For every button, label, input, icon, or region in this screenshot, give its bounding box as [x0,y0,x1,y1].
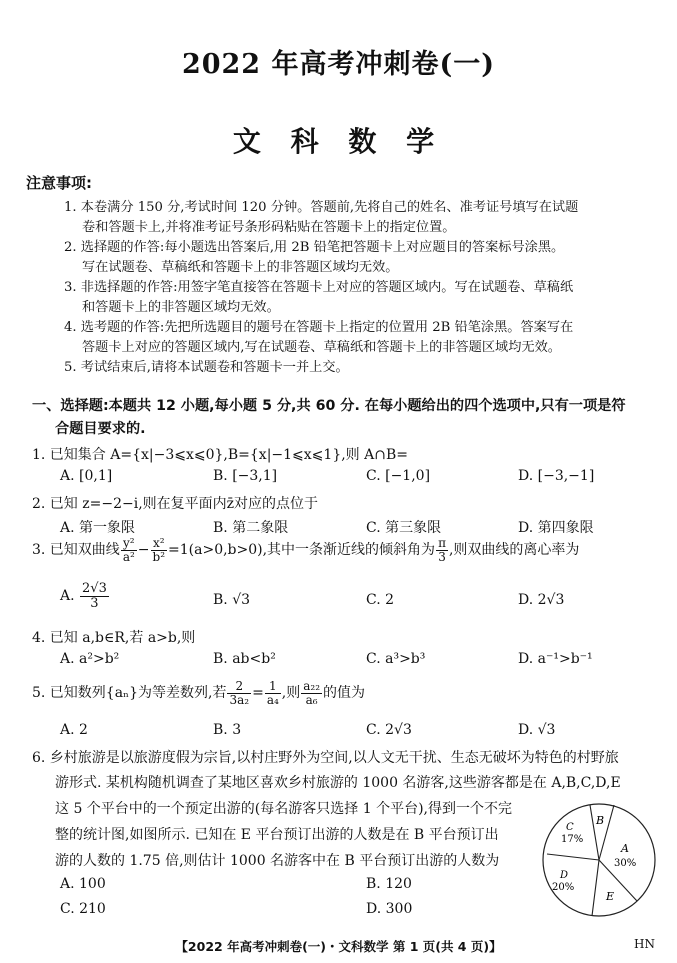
subject-title: 文 科 数 学 [232,125,445,158]
note-line: 5. 考试结束后,请将本试题卷和答题卡一并上交。 [64,360,349,375]
question-2-option-d: D. 第四象限 [518,520,594,536]
fraction: $\frac{\pi}{3}$ [438,536,446,564]
pie-chart [536,800,666,920]
slice-label-d: D [560,870,569,881]
question-3-option-a: A. $\frac{2√3}{3}$ [60,581,107,611]
fraction: $\frac{1}{\text{a₄}}$ [266,679,279,707]
question-5-option-a: A. 2 [60,722,88,738]
slice-label-e: E [606,890,615,903]
fraction: $\frac{\text{x²}}{\text{b²}}$ [152,536,166,564]
page-footer: 【2022 年高考冲刺卷(一)・文科数学 第 1 页(共 4 页)】 [175,939,502,954]
note-line: 卷和答题卡上,并将准考证号条形码粘贴在答题卡上的指定位置。 [82,220,456,235]
question-6-line: 整的统计图,如图所示. 已知在 E 平台预订出游的人数是在 B 平台预订出 [55,827,499,843]
notes-heading: 注意事项: [26,174,92,192]
question-3-option-b: B. √3 [213,592,251,608]
note-line: 和答题卡上的非答题区域均无效。 [82,300,280,315]
question-4-option-c: C. a³>b³ [366,651,426,667]
slice-label-c: C [566,822,574,833]
note-line: 写在试题卷、草稿纸和答题卡上的非答题区域均无效。 [82,260,399,275]
question-3-stem: 3. 已知双曲线 $\frac{\text{y²}}{\text{a²}}$ − $\frac{\text{x²}}{\text{b²}}$ =1(a>0,b>0),其中一条渐近线的倾斜角为 $\frac{\pi}{3}$ ,则双曲线的离心率为 [32,536,580,564]
region-code: HN [634,937,655,951]
question-1-option-a: A. [0,1] [60,468,113,484]
question-6-line: 游的人数的 1.75 倍,则估计 1000 名游客中在 B 平台预订出游的人数为 [55,853,500,869]
question-4-option-b: B. ab<b² [213,651,276,667]
section-heading: 一、选择题:本题共 12 小题,每小题 5 分,共 60 分. 在每小题给出的四个选项中,只有一项是符 [32,398,626,414]
note-line: 1. 本卷满分 150 分,考试时间 120 分钟。答题前,先将自己的姓名、准考证号填写在试题 [64,200,579,215]
pie-divider-d-e [592,860,599,916]
fraction: $\frac{2}{\text{3a₂}}$ [229,679,250,707]
question-4-option-a: A. a²>b² [60,651,120,667]
question-1-option-b: B. [−3,1] [213,468,278,484]
question-4-option-d: D. a⁻¹>b⁻¹ [518,651,593,667]
question-1-stem: 1. 已知集合 A={x|−3⩽x⩽0},B={x|−1⩽x⩽1},则 A∩B= [32,447,408,463]
question-3-option-c: C. 2 [366,592,395,608]
question-6-option-d: D. 300 [366,901,413,917]
page-title: 2022 年高考冲刺卷(一) [181,49,496,80]
question-5-option-d: D. √3 [518,722,556,738]
slice-pct-d: 20% [552,882,575,893]
question-5-option-c: C. 2√3 [366,722,412,738]
note-line: 2. 选择题的作答:每小题选出答案后,用 2B 铅笔把答题卡上对应题目的答案标号涂黑。 [64,240,565,255]
question-1-option-d: D. [−3,−1] [518,468,595,484]
question-5-option-b: B. 3 [213,722,242,738]
section-heading-cont: 合题目要求的. [55,421,146,437]
question-6-option-b: B. 120 [366,876,412,892]
fraction: $\frac{\text{y²}}{\text{a²}}$ [122,536,135,564]
question-1-option-c: C. [−1,0] [366,468,431,484]
slice-label-a: A [621,842,629,855]
question-5-stem: 5. 已知数列{aₙ}为等差数列,若 $\frac{2}{\text{3a₂}}$ = $\frac{1}{\text{a₄}}$ ,则 $\frac{\text{a₂₂}}{\text{a₆}}$ 的值为 [32,679,366,707]
slice-pct-c: 17% [561,834,584,845]
question-2-option-b: B. 第二象限 [213,520,289,536]
question-6-line: 这 5 个平台中的一个预定出游的(每名游客只选择 1 个平台),得到一个不完 [55,801,512,817]
pie-divider-c-d [547,854,599,860]
question-6-option-a: A. 100 [60,876,106,892]
question-3-option-d: D. 2√3 [518,592,565,608]
slice-pct-a: 30% [614,858,637,869]
question-6-line: 游形式. 某机构随机调查了某地区喜欢乡村旅游的 1000 名游客,这些游客都是在 A,B,C,D,E [55,775,621,791]
question-2-option-c: C. 第三象限 [366,520,442,536]
note-line: 4. 选考题的作答:先把所选题目的题号在答题卡上指定的位置用 2B 铅笔涂黑。答案写在 [64,320,574,335]
question-2-option-a: A. 第一象限 [60,520,136,536]
note-line: 3. 非选择题的作答:用签字笔直接答在答题卡上对应的答题区域内。写在试题卷、草稿纸 [64,280,574,295]
question-2-stem: 2. 已知 z=−2−i,则在复平面内z̄对应的点位于 [32,496,319,512]
question-4-stem: 4. 已知 a,b∈R,若 a>b,则 [32,630,196,646]
question-6-line: 6. 乡村旅游是以旅游度假为宗旨,以村庄野外为空间,以人文无干扰、生态无破坏为特色的村野旅 [32,750,619,766]
note-line: 答题卡上对应的答题区域内,写在试题卷、草稿纸和答题卡上的非答题区域均无效。 [82,340,561,355]
fraction: $\frac{\text{a₂₂}}{\text{a₆}}$ [303,679,321,707]
q3-prefix: 3. 已知双曲线 [32,542,120,559]
question-6-option-c: C. 210 [60,901,106,917]
slice-label-b: B [596,814,605,827]
